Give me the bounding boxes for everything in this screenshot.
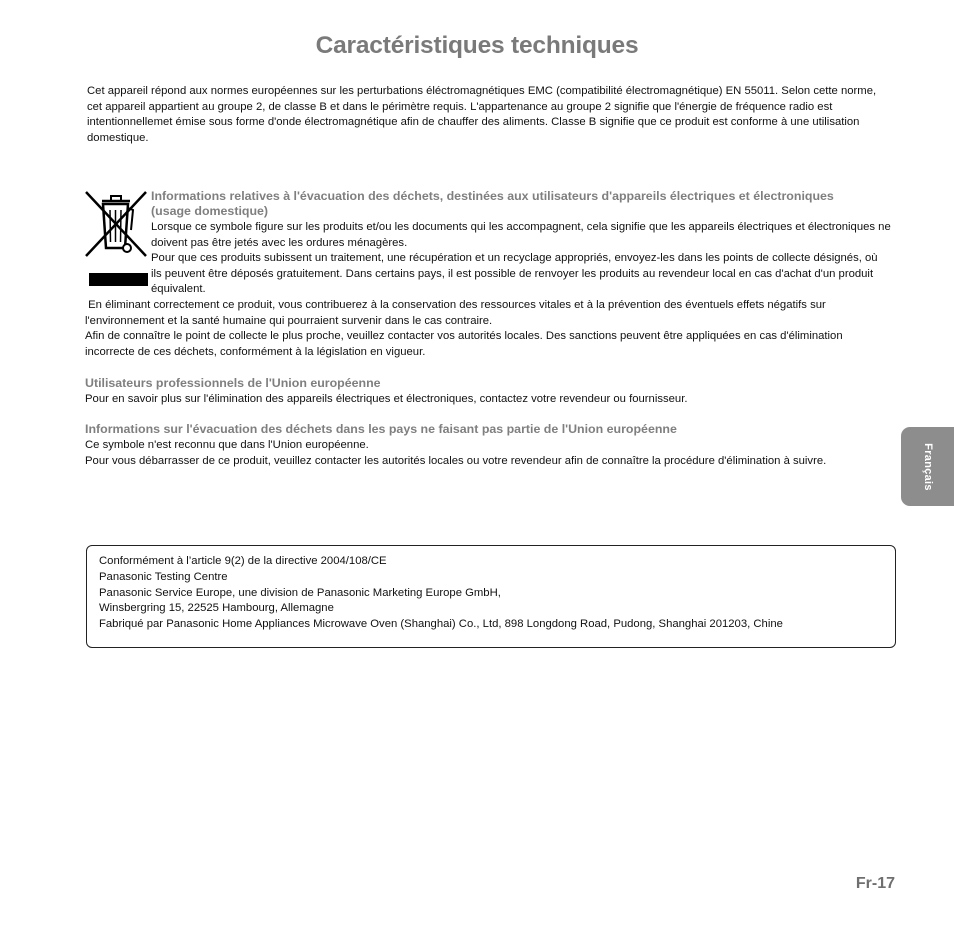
outside-eu-text-1: Ce symbole n'est reconnu que dans l'Union européenne. (85, 439, 369, 451)
manufacturer-info-box (86, 545, 896, 648)
outside-eu-heading: Informations sur l'évacuation des déchets dans les pays ne faisant pas partie de l'Union européenne (85, 422, 677, 436)
crossed-out-bin-icon (84, 190, 148, 288)
weee-paragraph-4: Afin de connaître le point de collecte le plus proche, veuillez contacter vos autorités locales. Des sanctions peuvent être appliquées en cas d'élimination incorrecte de ces déchets, conformément à la législation en vigueur. (85, 330, 843, 358)
manufacturer-line: Panasonic Testing Centre (99, 570, 228, 583)
manufacturer-line: Fabriqué par Panasonic Home Appliances Microwave Oven (Shanghai) Co., Ltd, 898 Longdong Road, Pudong, Shanghai 201203, Chine (99, 618, 783, 631)
manufacturer-line: Winsbergring 15, 22525 Hambourg, Allemagne (99, 602, 334, 615)
outside-eu-text-2: Pour vous débarrasser de ce produit, veuillez contacter les autorités locales ou votre revendeur afin de connaître la procédure d'élimination à suivre. (85, 455, 827, 467)
manufacturer-line: Conformément à l’article 9(2) de la directive 2004/108/CE (99, 555, 387, 567)
weee-paragraph-3: En éliminant correctement ce produit, vous contribuerez à la conservation des ressources vitales et à la prévention des éventuels effets négatifs sur l'environnement et la santé humaine qui pourraient survenir dans le cas contraire. (85, 299, 829, 327)
page-number: Fr-17 (855, 875, 895, 892)
professional-users-heading: Utilisateurs professionnels de l'Union européenne (85, 376, 381, 390)
language-side-tab (901, 427, 954, 506)
weee-paragraph-2: Pour que ces produits subissent un traitement, une récupération et un recyclage appropriés, envoyez-les dans les points de collecte désignés, où ils peuvent être déposés gratuitement. Dans certains pays, il est possible de renvoyer les produits au revendeur local en cas d'achat d'un produit équivalent. (151, 252, 878, 296)
professional-users-text: Pour en savoir plus sur l'élimination des appareils électriques et électroniques, contactez votre revendeur ou fournisseur. (85, 393, 688, 405)
page-title: Caractéristiques techniques (315, 32, 639, 59)
manufacturer-line: Panasonic Service Europe, une division de Panasonic Marketing Europe GmbH, (99, 586, 501, 599)
weee-heading: Informations relatives à l'évacuation des déchets, destinées aux utilisateurs d'appareils électriques et électroniques (usage domestique) (151, 189, 834, 219)
weee-paragraph-1: Lorsque ce symbole figure sur les produits et/ou les documents qui les accompagnent, cela signifie que les appareils électriques et électroniques ne doivent pas être jetés avec les ordures ménagères. (151, 221, 891, 249)
language-tab-label: Français (921, 442, 934, 491)
emc-intro-paragraph: Cet appareil répond aux normes européennes sur les perturbations éléctromagnétiques EMC (compatibilité électromagnétique) EN 55011. Selon cette norme, cet appareil appartient au groupe 2, de classe B et dans le périmètre requis. L'appartenance au groupe 2 signifie que l'énergie de fréquence radio est intentionnellemet émise sous forme d'onde électromagnétique afin de chauffer des aliments. Classe B signifie que ce produit est conforme à une utilisation domestique. (87, 85, 877, 144)
